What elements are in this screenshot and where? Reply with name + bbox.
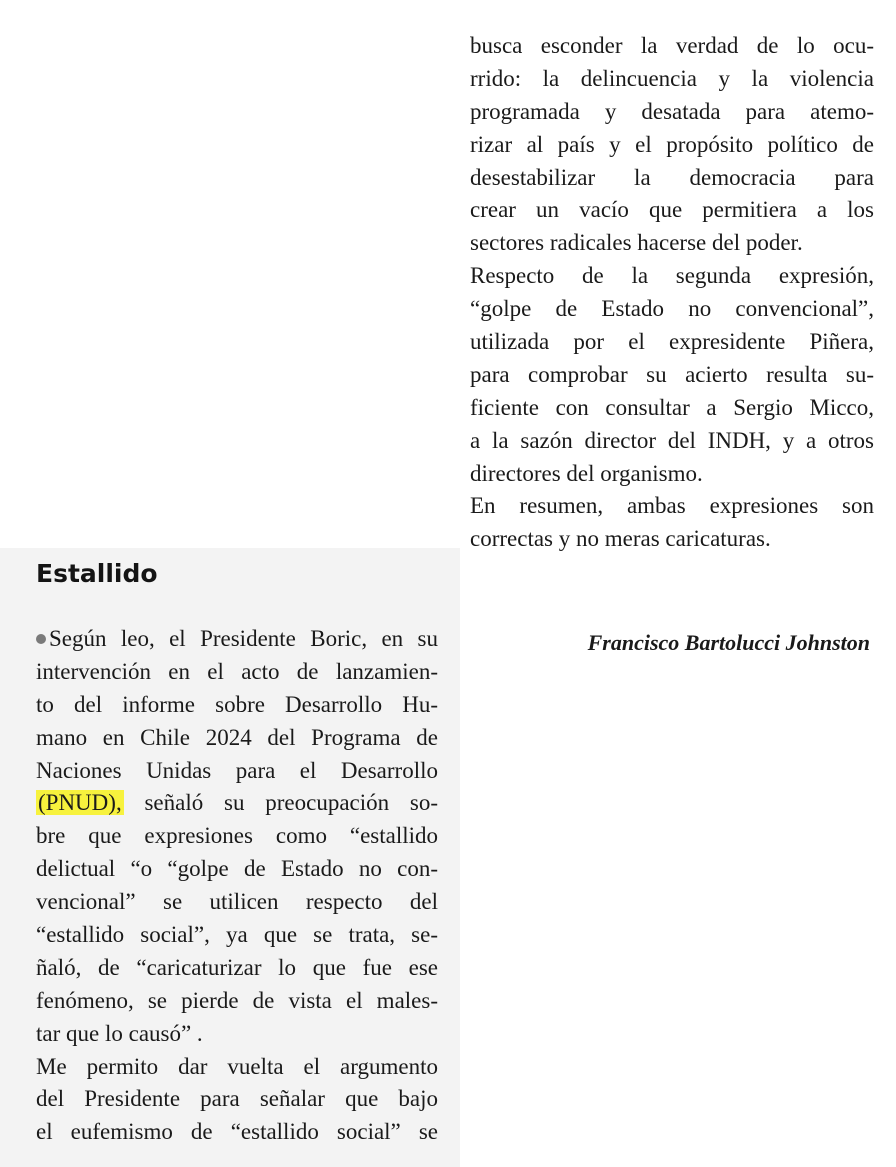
text-line: busca esconder la verdad de lo ocu- [470, 33, 874, 58]
highlighted-text: (PNUD), [38, 790, 122, 816]
text-line: Me permito dar vuelta el argumento [36, 1053, 438, 1079]
text-line: “estallido social”, ya que se trata, se- [36, 922, 438, 948]
text-line: sectores radicales hacerse del poder. [470, 230, 803, 256]
text-line: to del informe sobre Desarrollo Hu- [36, 691, 438, 717]
right-column-text [470, 30, 874, 556]
text-line: para comprobar su acierto resulta su- [470, 361, 874, 387]
text-span: Según leo, el Presidente Boric, en su [49, 626, 438, 651]
left-column-text [36, 623, 438, 1149]
text-line: a la sazón director del INDH, y a otros [470, 427, 874, 453]
text-line: crear un vacío que permitiera a los [470, 197, 874, 223]
text-line [36, 623, 438, 656]
text-line: Naciones Unidas para el Desarrollo [36, 757, 438, 783]
text-line: “golpe de Estado no convencional”, [470, 296, 874, 322]
text-line: intervención en el acto de lanzamien- [36, 658, 438, 684]
text-line: rizar al país y el propósito político de [470, 131, 874, 157]
text-line: programada y desatada para atemo- [470, 98, 874, 124]
text-line: rrido: la delincuencia y la violencia [470, 65, 874, 91]
section-heading: Estallido [36, 559, 158, 588]
text-line: ficiente con consultar a Sergio Micco, [470, 394, 874, 420]
text-line [36, 787, 438, 820]
text-line: desestabilizar la democracia para [470, 164, 874, 190]
text-span: señaló su preocupación so- [144, 790, 439, 816]
text-line: utilizada por el expresidente Piñera, [470, 329, 874, 355]
text-line: Respecto de la segunda expresión, [470, 263, 874, 289]
text-line: directores del organismo. [470, 460, 703, 486]
text-line: fenómeno, se pierde de vista el males- [36, 987, 438, 1013]
text-line: tar que lo causó” . [36, 1020, 203, 1046]
text-line: el eufemismo de “estallido social” se [36, 1119, 438, 1145]
text-line: del Presidente para señalar que bajo [36, 1086, 438, 1112]
text-line: delictual “o “golpe de Estado no con- [36, 856, 438, 882]
text-line: ñaló, de “caricaturizar lo que fue ese [36, 954, 438, 980]
text-line: correctas y no meras caricaturas. [470, 526, 771, 552]
bullet-icon [36, 634, 46, 644]
text-line: mano en Chile 2024 del Programa de [36, 724, 438, 750]
text-line: bre que expresiones como “estallido [36, 823, 438, 849]
text-line: En resumen, ambas expresiones son [470, 493, 874, 519]
author-signature: Francisco Bartolucci Johnston [587, 630, 870, 655]
text-line: vencional” se utilicen respecto del [36, 889, 438, 915]
